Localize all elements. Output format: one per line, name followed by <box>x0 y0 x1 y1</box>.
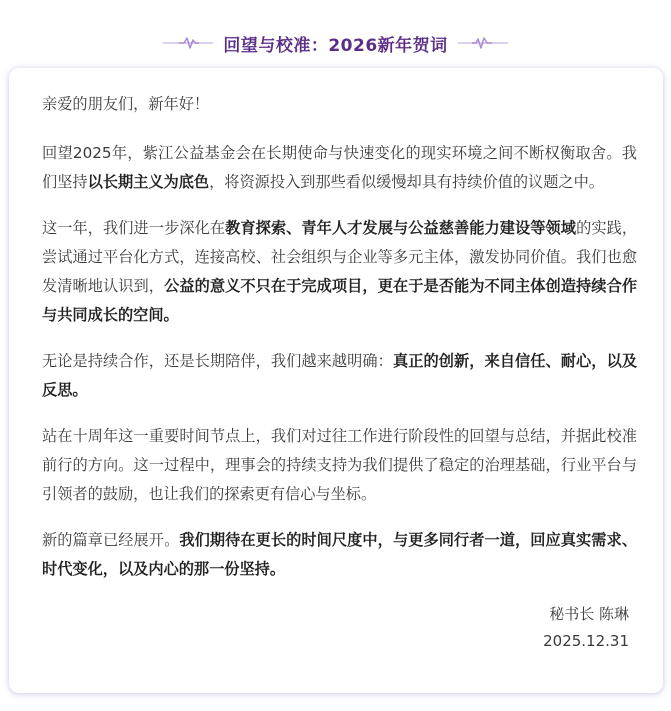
letter-header <box>0 28 671 58</box>
emphasis-text: 真正的创新，来自信任、耐心，以及反思。 <box>42 352 638 399</box>
line-ornament-left-icon <box>163 36 213 50</box>
letter-signature <box>42 601 637 655</box>
line-ornament-right-icon <box>458 36 508 50</box>
letter-body <box>42 139 637 584</box>
body-text: 的实践，尝试通过平台化方式，连接高校、社会组织与企业等多元主体，激发协同价值。我们也愈发清晰地认识到， <box>42 219 638 295</box>
body-text: 无论是持续合作，还是长期陪伴，我们越来越明确： <box>42 352 393 370</box>
letter-paragraph <box>42 139 637 197</box>
letter-paragraph <box>42 422 637 509</box>
body-text: 站在十周年这一重要时间节点上，我们对过往工作进行阶段性的回望与总结，并据此校准前行的方向。这一过程中，理事会的持续支持为我们提供了稳定的治理基础，行业平台与引领者的鼓励，也让我们的探索更有信心与坐标。 <box>42 427 637 503</box>
page-title: 回望与校准：2026新年贺词 <box>223 35 448 56</box>
body-text: 这一年，我们进一步深化在 <box>42 219 226 237</box>
body-text: 回望2025年，紫江公益基金会在长期使命与快速变化的现实环境之间不断权衡取舍。我们坚持 <box>42 144 637 191</box>
emphasis-text: 公益的意义不只在于完成项目，更在于是否能为不同主体创造持续合作与共同成长的空间。 <box>42 277 638 324</box>
letter-paragraph <box>42 214 637 330</box>
emphasis-text: 教育探索、青年人才发展与公益慈善能力建设等领域 <box>225 219 577 237</box>
signature-date: 2025.12.31 <box>543 632 629 650</box>
letter-paragraph <box>42 347 637 405</box>
letter-card <box>9 68 663 693</box>
body-text: 新的篇章已经展开。 <box>42 531 180 549</box>
letter-paragraph <box>42 526 637 584</box>
emphasis-text: 我们期待在更长的时间尺度中，与更多同行者一道，回应真实需求、时代变化，以及内心的那一份坚持。 <box>42 531 638 578</box>
emphasis-text: 以长期主义为底色 <box>87 173 210 191</box>
signature-name: 秘书长 陈琳 <box>549 605 629 623</box>
letter-greeting: 亲爱的朋友们，新年好！ <box>42 95 210 113</box>
body-text: ，将资源投入到那些看似缓慢却具有持续价值的议题之中。 <box>209 173 604 191</box>
